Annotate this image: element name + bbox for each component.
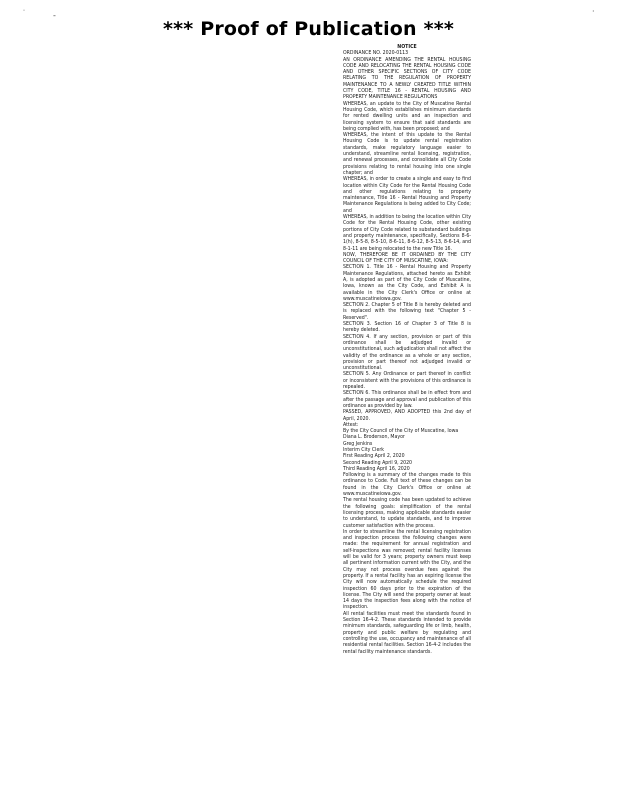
section-paragraph: SECTION 2. Chapter 5 of Title 8 is hereby deleted and is replaced with the following text "Chapter 5 - Reserved".: [343, 302, 471, 321]
whereas-paragraph: WHEREAS, an update to the City of Muscatine Rental Housing Code, which establishes minimum standards for rented dwelling units and an inspection and licensing system to ensure that said standards are being complied with, has been proposed; and: [343, 100, 471, 132]
ordinance-title: AN ORDINANCE AMENDING THE RENTAL HOUSING CODE AND RELOCATING THE RENTAL HOUSING CODE AND OTHER SPECIFIC SECTIONS OF CITY CODE RELATING TO THE REGULATION OF PROPERTY MAINTENANCE TO A NEWLY CREATED TITLE WITHIN CITY CODE, TITLE 16 - RENTAL HOUSING AND PROPERTY MAINTENANCE REGULATIONS: [343, 56, 471, 101]
legal-notice-column: [343, 44, 471, 655]
council-line: By the City Council of the City of Muscatine, Iowa: [343, 428, 459, 435]
summary-paragraph: The rental housing code has been updated to achieve the following goals: simplification of the rental licensing process, making applicable standards easier to understand, to update standards, and to improve customer satisfaction with the process.: [343, 497, 471, 529]
summary-paragraph: In order to streamline the rental licensing registration and inspection process the following changes were made: the requirement for annual registration and self-inspections was removed; rental facility licenses will be valid for 3 years; property owners must keep all pertinent information current with the City, and the City may not process overdue fees against the property. If a rental facility has an expiring license the City will now automatically schedule the required inspection 60 days prior to the expiration of the license. The City will send the property owner at least 14 days the inspection fees along with the notice of inspection.: [343, 528, 471, 611]
notice-heading: NOTICE: [397, 44, 417, 50]
ordinance-number: ORDINANCE NO. 2020-0113: [343, 50, 409, 57]
section-paragraph: SECTION 6. This ordinance shall be in effect from and after the passage and approval and publication of this ordinance as provided by law.: [343, 390, 471, 409]
summary-paragraph: Following is a summary of the changes made to this ordinance to Code. Full text of these changes can be found in the City Clerk's Office or online at www.muscatineiowa.gov.: [343, 472, 471, 498]
section-paragraph: SECTION 5. Any Ordinance or part thereof in conflict or inconsistent with the provisions of this ordinance is repealed.: [343, 371, 471, 391]
third-reading: Third Reading April 16, 2020: [343, 465, 410, 472]
clerk-title: Interim City Clerk: [343, 447, 384, 453]
ordain-clause: NOW, THEREFORE BE IT ORDAINED BY THE CITY COUNCIL OF THE CITY OF MUSCATINE, IOWA:: [343, 251, 471, 265]
mayor-line: Diana L. Broderson, Mayor: [343, 434, 405, 441]
scan-speck: -: [53, 11, 56, 20]
section-paragraph: SECTION 4. If any section, provision or part of this ordinance shall be adjudged invalid or unconstitutional, such adjudication shall not affect the validity of the ordinance as a whole or any section, provision or part thereof not adjudged invalid or unconstitutional.: [343, 333, 471, 372]
scan-speck: ·: [592, 7, 595, 16]
summary-paragraph: All rental facilities must meet the standards found in Section 16-4-2. These standards intended to provide minimum standards, safeguarding life or limb, health, property and public welfare by regulating and controlling the use, occupancy and maintenance of all residential rental facilities. Section 16-4-2 includes the rental facility maintenance standards.: [343, 610, 471, 655]
section-paragraph: SECTION 1. Title 16 - Rental Housing and Property Maintenance Regulations, attached hereto as Exhibit A, is adopted as part of the City Code of Muscatine, Iowa, known as the City Code, and Exhibit A is available in the City Clerk's Office or online at www.muscatineiowa.gov.: [343, 264, 471, 302]
attest-line: Attest:: [343, 421, 359, 428]
scan-speck: ˙: [22, 9, 26, 18]
adoption-line: PASSED, APPROVED, AND ADOPTED this 2nd day of April, 2020.: [343, 409, 471, 422]
clerk-name: Greg Jenkins: [343, 440, 373, 447]
whereas-paragraph: WHEREAS, in order to create a single and easy to find location within City Code for the Rental Housing Code and other regulations relating to property maintenance, Title 16 - Rental Housing and Property Maintenance Regulations is being added to City Code; and: [343, 176, 471, 214]
first-reading: First Reading April 2, 2020: [343, 453, 405, 460]
whereas-paragraph: WHEREAS, in addition to being the location within City Code for the Rental Housing Code, other existing portions of City Code related to substandard buildings and property maintenance, specifically, Sections 8-6-1(h), 8-5-8, 8-5-10, 8-6-11, 8-6-12, 8-5-13, 8-6-14, and 8-1-11 are being relocated to the new Title 16.: [343, 214, 471, 252]
proof-of-publication-title: *** Proof of Publication ***: [163, 18, 454, 40]
section-paragraph: SECTION 3. Section 16 of Chapter 3 of Title 8 is hereby deleted.: [343, 321, 471, 334]
second-reading: Second Reading April 9, 2020: [343, 459, 413, 466]
whereas-paragraph: WHEREAS, the intent of this update to the Rental Housing Code is to update rental registration standards, make regulatory language easier to understand, streamline rental licensing, registration, and renewal processes, and consolidate all City Code provisions relating to rental housing into one single chapter; and: [343, 132, 471, 176]
